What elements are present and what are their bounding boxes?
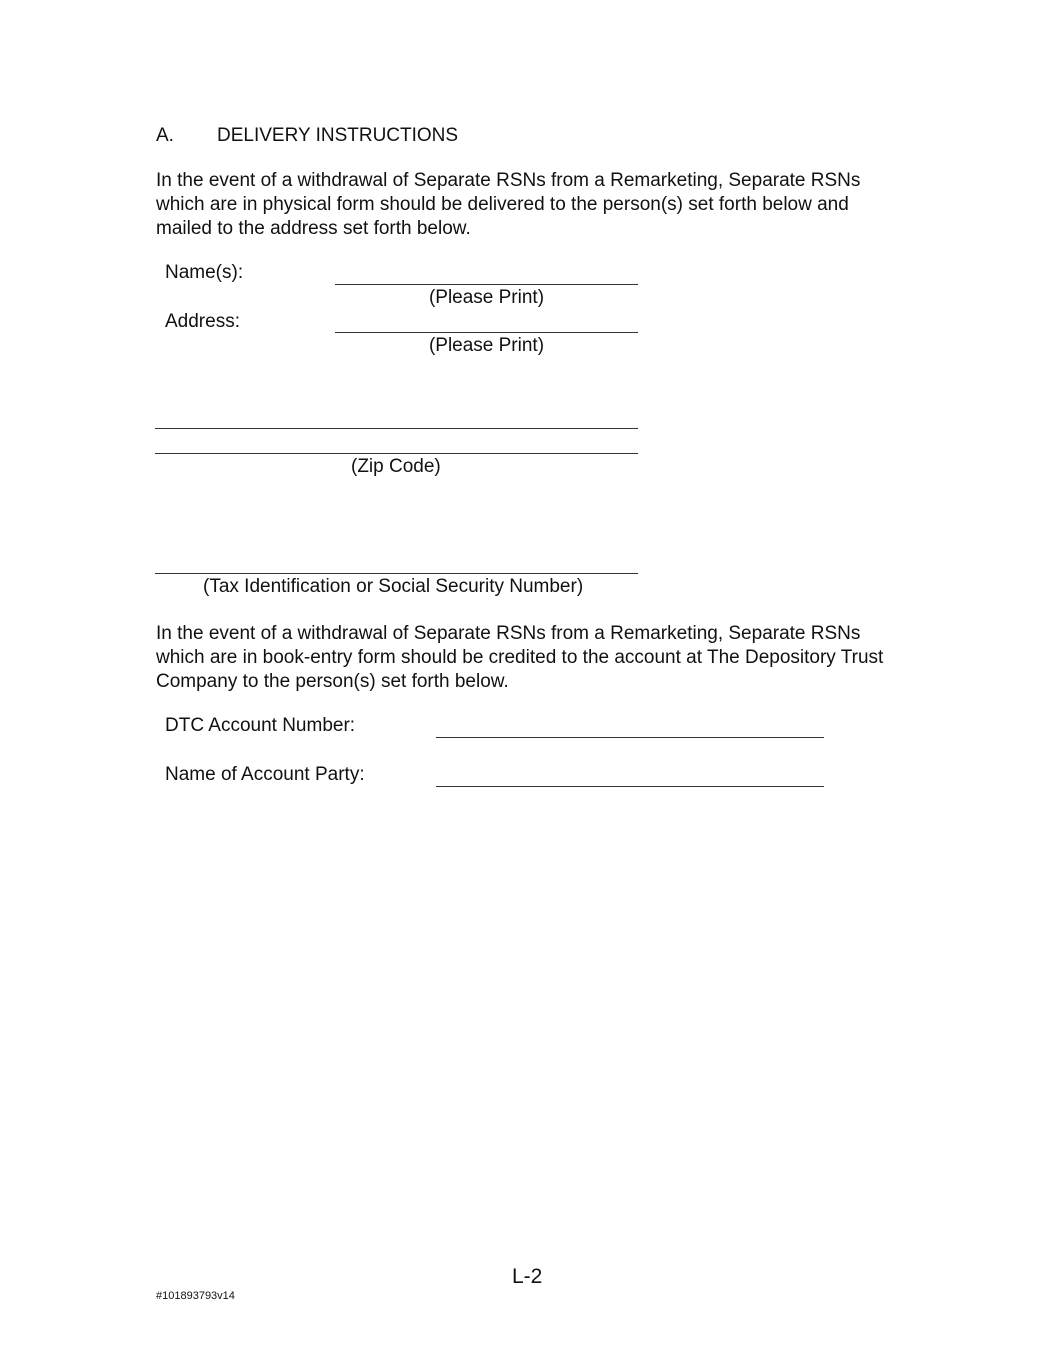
account-party-field-line[interactable] xyxy=(436,786,824,787)
address-field-line[interactable] xyxy=(335,332,638,333)
please-print-note: (Please Print) xyxy=(428,335,545,356)
address-line-3[interactable] xyxy=(155,453,638,454)
address-line-2[interactable] xyxy=(155,428,638,429)
paragraph-book-entry: In the event of a withdrawal of Separate RSNs from a Remarketing, Separate RSNs which are in book-entry form should be credited to the account at The Depository Trust Company to the person(s) set forth below. xyxy=(156,623,884,692)
dtc-account-label: DTC Account Number: xyxy=(165,715,356,736)
section-title: DELIVERY INSTRUCTIONS xyxy=(217,125,459,146)
please-print-note: (Please Print) xyxy=(428,287,545,308)
names-label: Name(s): xyxy=(165,262,244,283)
dtc-account-field-line[interactable] xyxy=(436,737,824,738)
document-id: #101893793v14 xyxy=(156,1290,235,1302)
paragraph-physical: In the event of a withdrawal of Separate RSNs from a Remarketing, Separate RSNs which are in physical form should be delivered to the person(s) set forth below and mailed to the address set forth below. xyxy=(156,170,861,239)
zip-code-note: (Zip Code) xyxy=(351,456,441,477)
names-field-line[interactable] xyxy=(335,284,638,285)
page-number: L-2 xyxy=(512,1265,543,1288)
address-label: Address: xyxy=(165,311,240,332)
tax-id-note: (Tax Identification or Social Security Number) xyxy=(203,576,584,597)
tax-id-field-line[interactable] xyxy=(155,573,638,574)
account-party-label: Name of Account Party: xyxy=(165,764,365,785)
section-letter: A. xyxy=(156,125,174,146)
